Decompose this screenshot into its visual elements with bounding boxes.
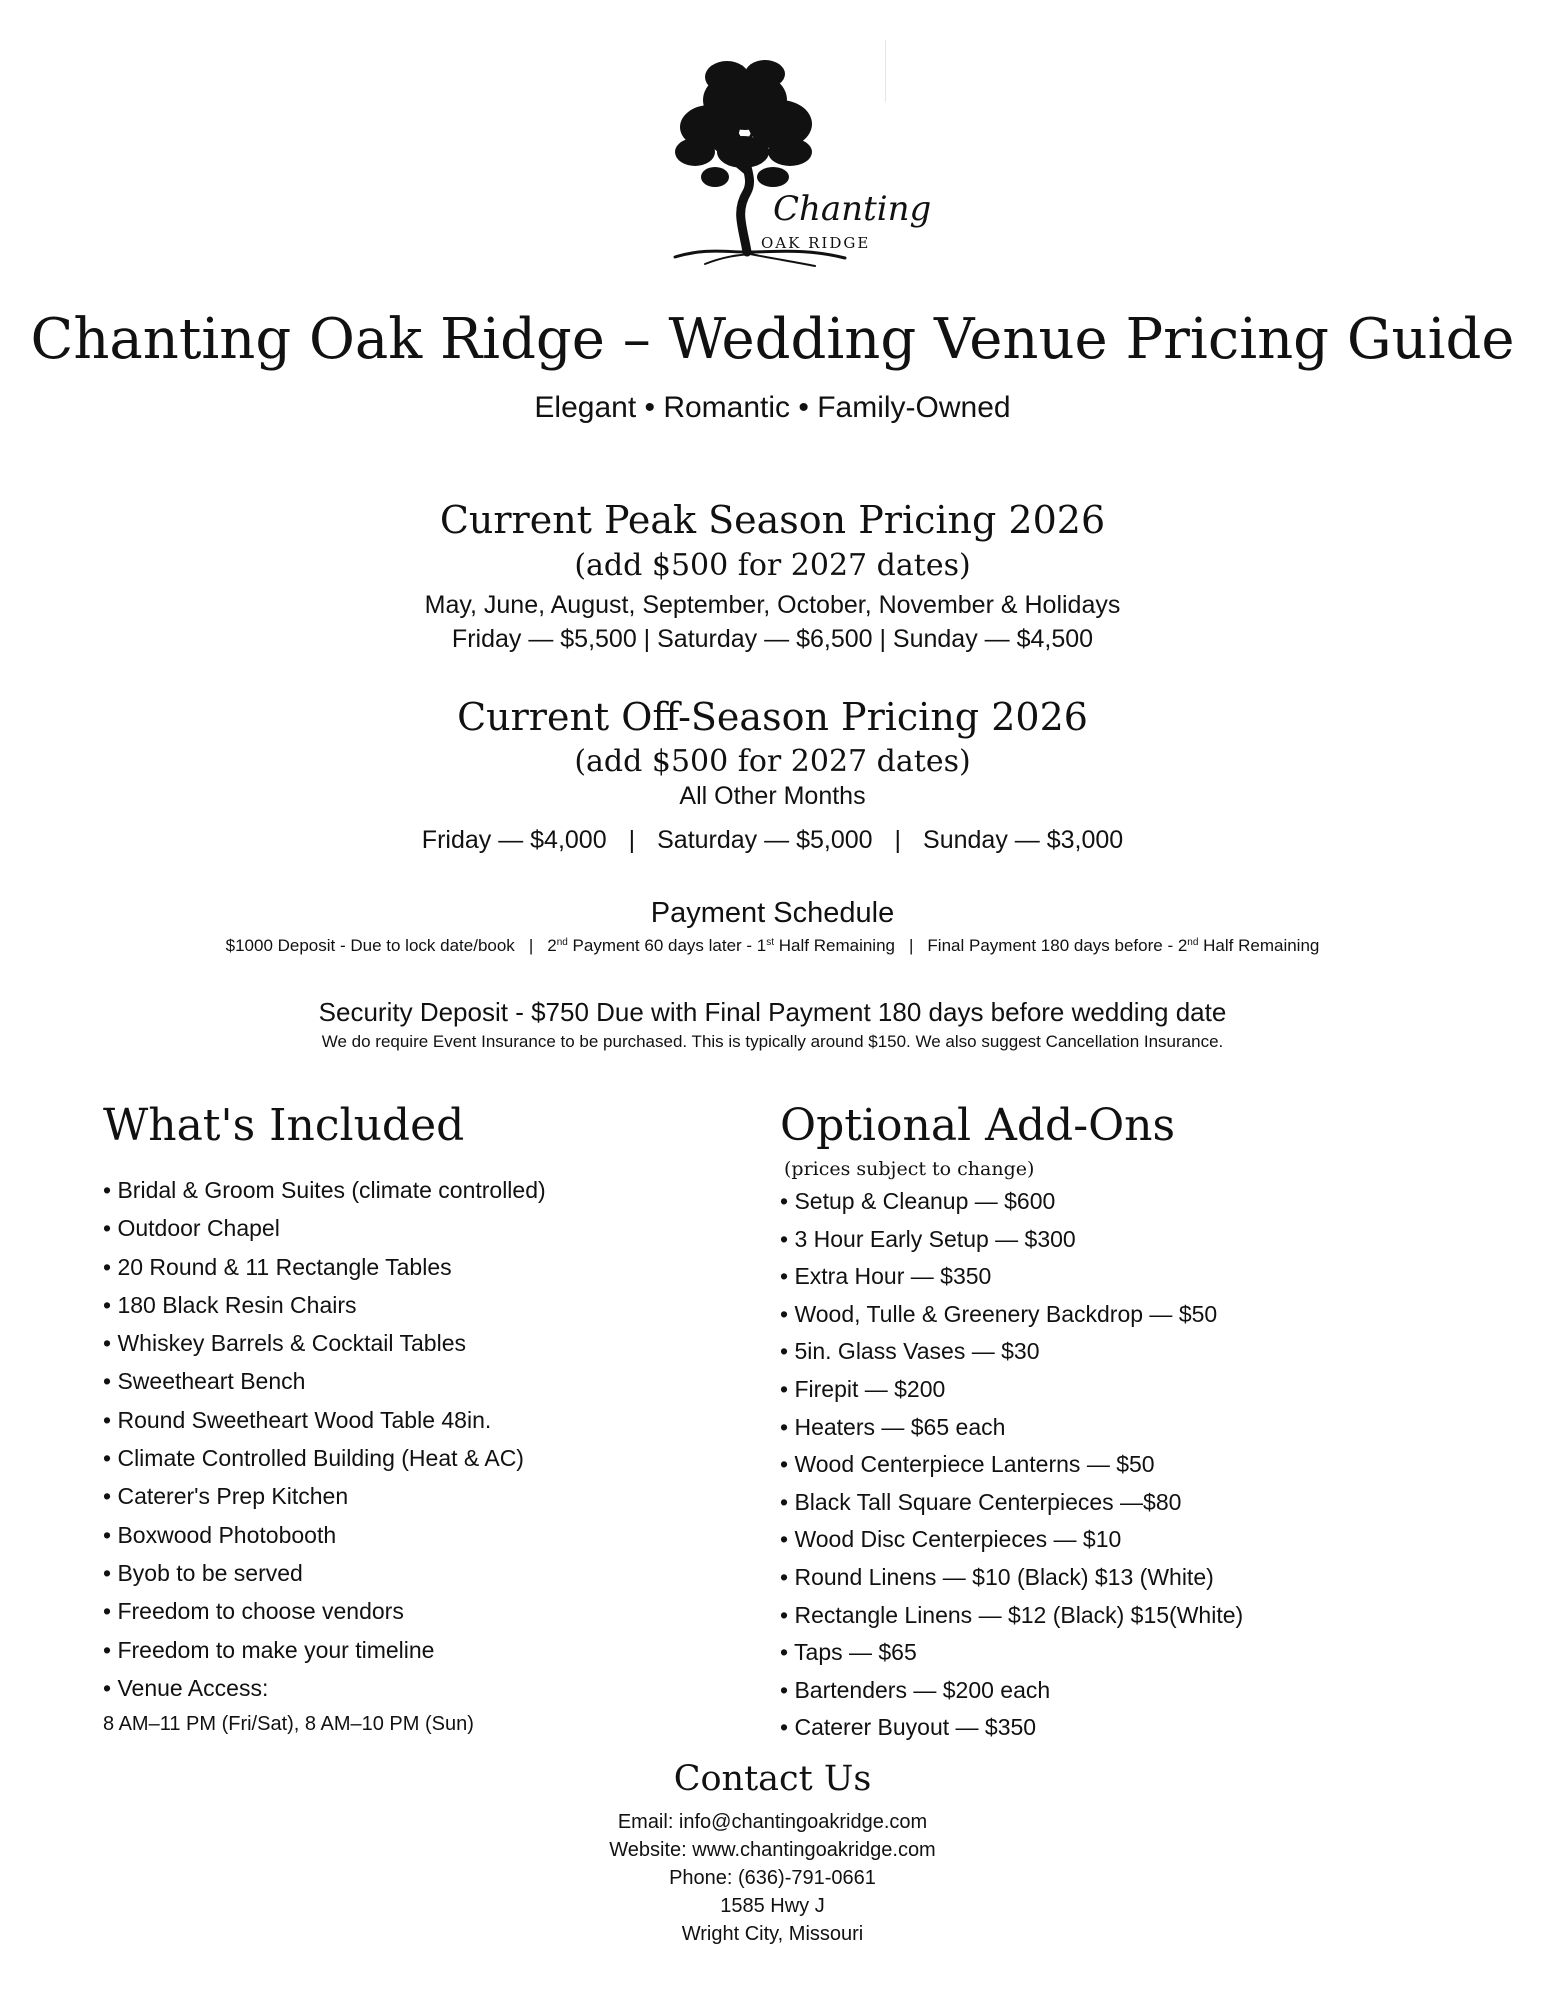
list-item: • Sweetheart Bench: [103, 1362, 743, 1400]
price-separator: |: [894, 826, 902, 854]
insurance-note: We do require Event Insurance to be purchased. This is typically around $150. We also suggest Cancellation Insurance.: [321, 1032, 1224, 1051]
list-item: • Byob to be served: [103, 1554, 743, 1592]
list-item: • Whiskey Barrels & Cocktail Tables: [103, 1324, 743, 1362]
list-item: • Heaters — $65 each: [780, 1409, 1460, 1447]
payment-final-tail: Half Remaining: [1198, 936, 1320, 955]
peak-season-note: (add $500 for 2027 dates): [574, 548, 971, 583]
included-list: [103, 1171, 743, 1707]
list-item: • Wood Disc Centerpieces — $10: [780, 1521, 1460, 1559]
peak-season-months: May, June, August, September, October, November & Holidays: [424, 591, 1121, 619]
security-deposit: Security Deposit - $750 Due with Final Payment 180 days before wedding date: [318, 997, 1227, 1027]
included-heading: What's Included: [103, 1100, 465, 1151]
payment-second-text: Payment 60 days later - 1: [567, 936, 767, 955]
list-item: • 180 Black Resin Chairs: [103, 1286, 743, 1324]
off-season-saturday-price: Saturday — $5,000: [657, 826, 873, 854]
logo-divider: [885, 40, 886, 102]
contact-city: Wright City, Missouri: [681, 1923, 864, 1945]
list-item: • Wood Centerpiece Lanterns — $50: [780, 1446, 1460, 1484]
contact-phone[interactable]: Phone: (636)-791-0661: [669, 1867, 876, 1889]
list-item: • Bartenders — $200 each: [780, 1672, 1460, 1710]
list-item: • Caterer Buyout — $350: [780, 1709, 1460, 1747]
off-season-prices: [0, 822, 1545, 858]
list-item: • Taps — $65: [780, 1634, 1460, 1672]
payment-second-num: 2: [547, 936, 557, 955]
contact-address: 1585 Hwy J: [720, 1895, 825, 1917]
list-item: • Black Tall Square Centerpieces —$80: [780, 1484, 1460, 1522]
logo-script-text: Chanting: [773, 189, 932, 229]
addons-heading: Optional Add-Ons: [780, 1100, 1176, 1151]
contact-heading: Contact Us: [673, 1759, 872, 1799]
list-item: • Round Sweetheart Wood Table 48in.: [103, 1401, 743, 1439]
addons-list: [780, 1183, 1460, 1747]
off-season-heading: Current Off-Season Pricing 2026: [457, 695, 1088, 739]
oak-tree-icon: [655, 52, 932, 277]
tagline: Elegant • Romantic • Family-Owned: [534, 391, 1011, 424]
payment-second-tail: Half Remaining: [774, 936, 895, 955]
payment-final: [927, 936, 1319, 955]
list-item: • Freedom to make your timeline: [103, 1631, 743, 1669]
contact-website[interactable]: Website: www.chantingoakridge.com: [609, 1839, 936, 1861]
list-item: • 20 Round & 11 Rectangle Tables: [103, 1248, 743, 1286]
payment-final-text: Final Payment 180 days before - 2: [927, 936, 1188, 955]
payment-second-sup2: st: [766, 937, 775, 948]
off-season-friday-price: Friday — $4,000: [421, 826, 607, 854]
list-item: • Caterer's Prep Kitchen: [103, 1477, 743, 1515]
contact-email[interactable]: Email: info@chantingoakridge.com: [617, 1811, 928, 1833]
included-section: [103, 1095, 743, 1741]
off-season-months: All Other Months: [679, 782, 866, 810]
list-item: • Rectangle Linens — $12 (Black) $15(White): [780, 1597, 1460, 1635]
logo-caps-text: OAK RIDGE: [761, 234, 871, 252]
payment-final-sup: nd: [1187, 937, 1199, 948]
list-item: • 3 Hour Early Setup — $300: [780, 1221, 1460, 1259]
list-item: • Venue Access:: [103, 1669, 743, 1707]
list-item: • Round Linens — $10 (Black) $13 (White): [780, 1559, 1460, 1597]
peak-season-heading: Current Peak Season Pricing 2026: [439, 498, 1106, 542]
list-item: • Outdoor Chapel: [103, 1209, 743, 1247]
addons-section: [780, 1095, 1460, 1747]
list-item: • Boxwood Photobooth: [103, 1516, 743, 1554]
price-separator: |: [628, 826, 636, 854]
payment-separator: |: [528, 936, 534, 955]
payment-second: [547, 936, 895, 955]
list-item: • Firepit — $200: [780, 1371, 1460, 1409]
peak-season-prices: Friday — $5,500 | Saturday — $6,500 | Sunday — $4,500: [451, 625, 1094, 653]
venue-access-hours: 8 AM–11 PM (Fri/Sat), 8 AM–10 PM (Sun): [103, 1713, 474, 1736]
payment-schedule-heading: Payment Schedule: [650, 897, 895, 929]
list-item: • Freedom to choose vendors: [103, 1592, 743, 1630]
page-title: Chanting Oak Ridge – Wedding Venue Pricing Guide: [30, 307, 1515, 372]
list-item: • Bridal & Groom Suites (climate controlled): [103, 1171, 743, 1209]
list-item: • Climate Controlled Building (Heat & AC): [103, 1439, 743, 1477]
list-item: • 5in. Glass Vases — $30: [780, 1333, 1460, 1371]
list-item: • Extra Hour — $350: [780, 1258, 1460, 1296]
list-item: • Wood, Tulle & Greenery Backdrop — $50: [780, 1296, 1460, 1334]
payment-schedule-line: [0, 934, 1545, 958]
list-item: • Setup & Cleanup — $600: [780, 1183, 1460, 1221]
payment-deposit: $1000 Deposit - Due to lock date/book: [225, 936, 515, 955]
off-season-sunday-price: Sunday — $3,000: [923, 826, 1124, 854]
payment-separator: |: [909, 936, 914, 955]
payment-second-sup: nd: [556, 937, 568, 948]
addons-note: (prices subject to change): [784, 1158, 1035, 1180]
off-season-note: (add $500 for 2027 dates): [574, 744, 971, 779]
